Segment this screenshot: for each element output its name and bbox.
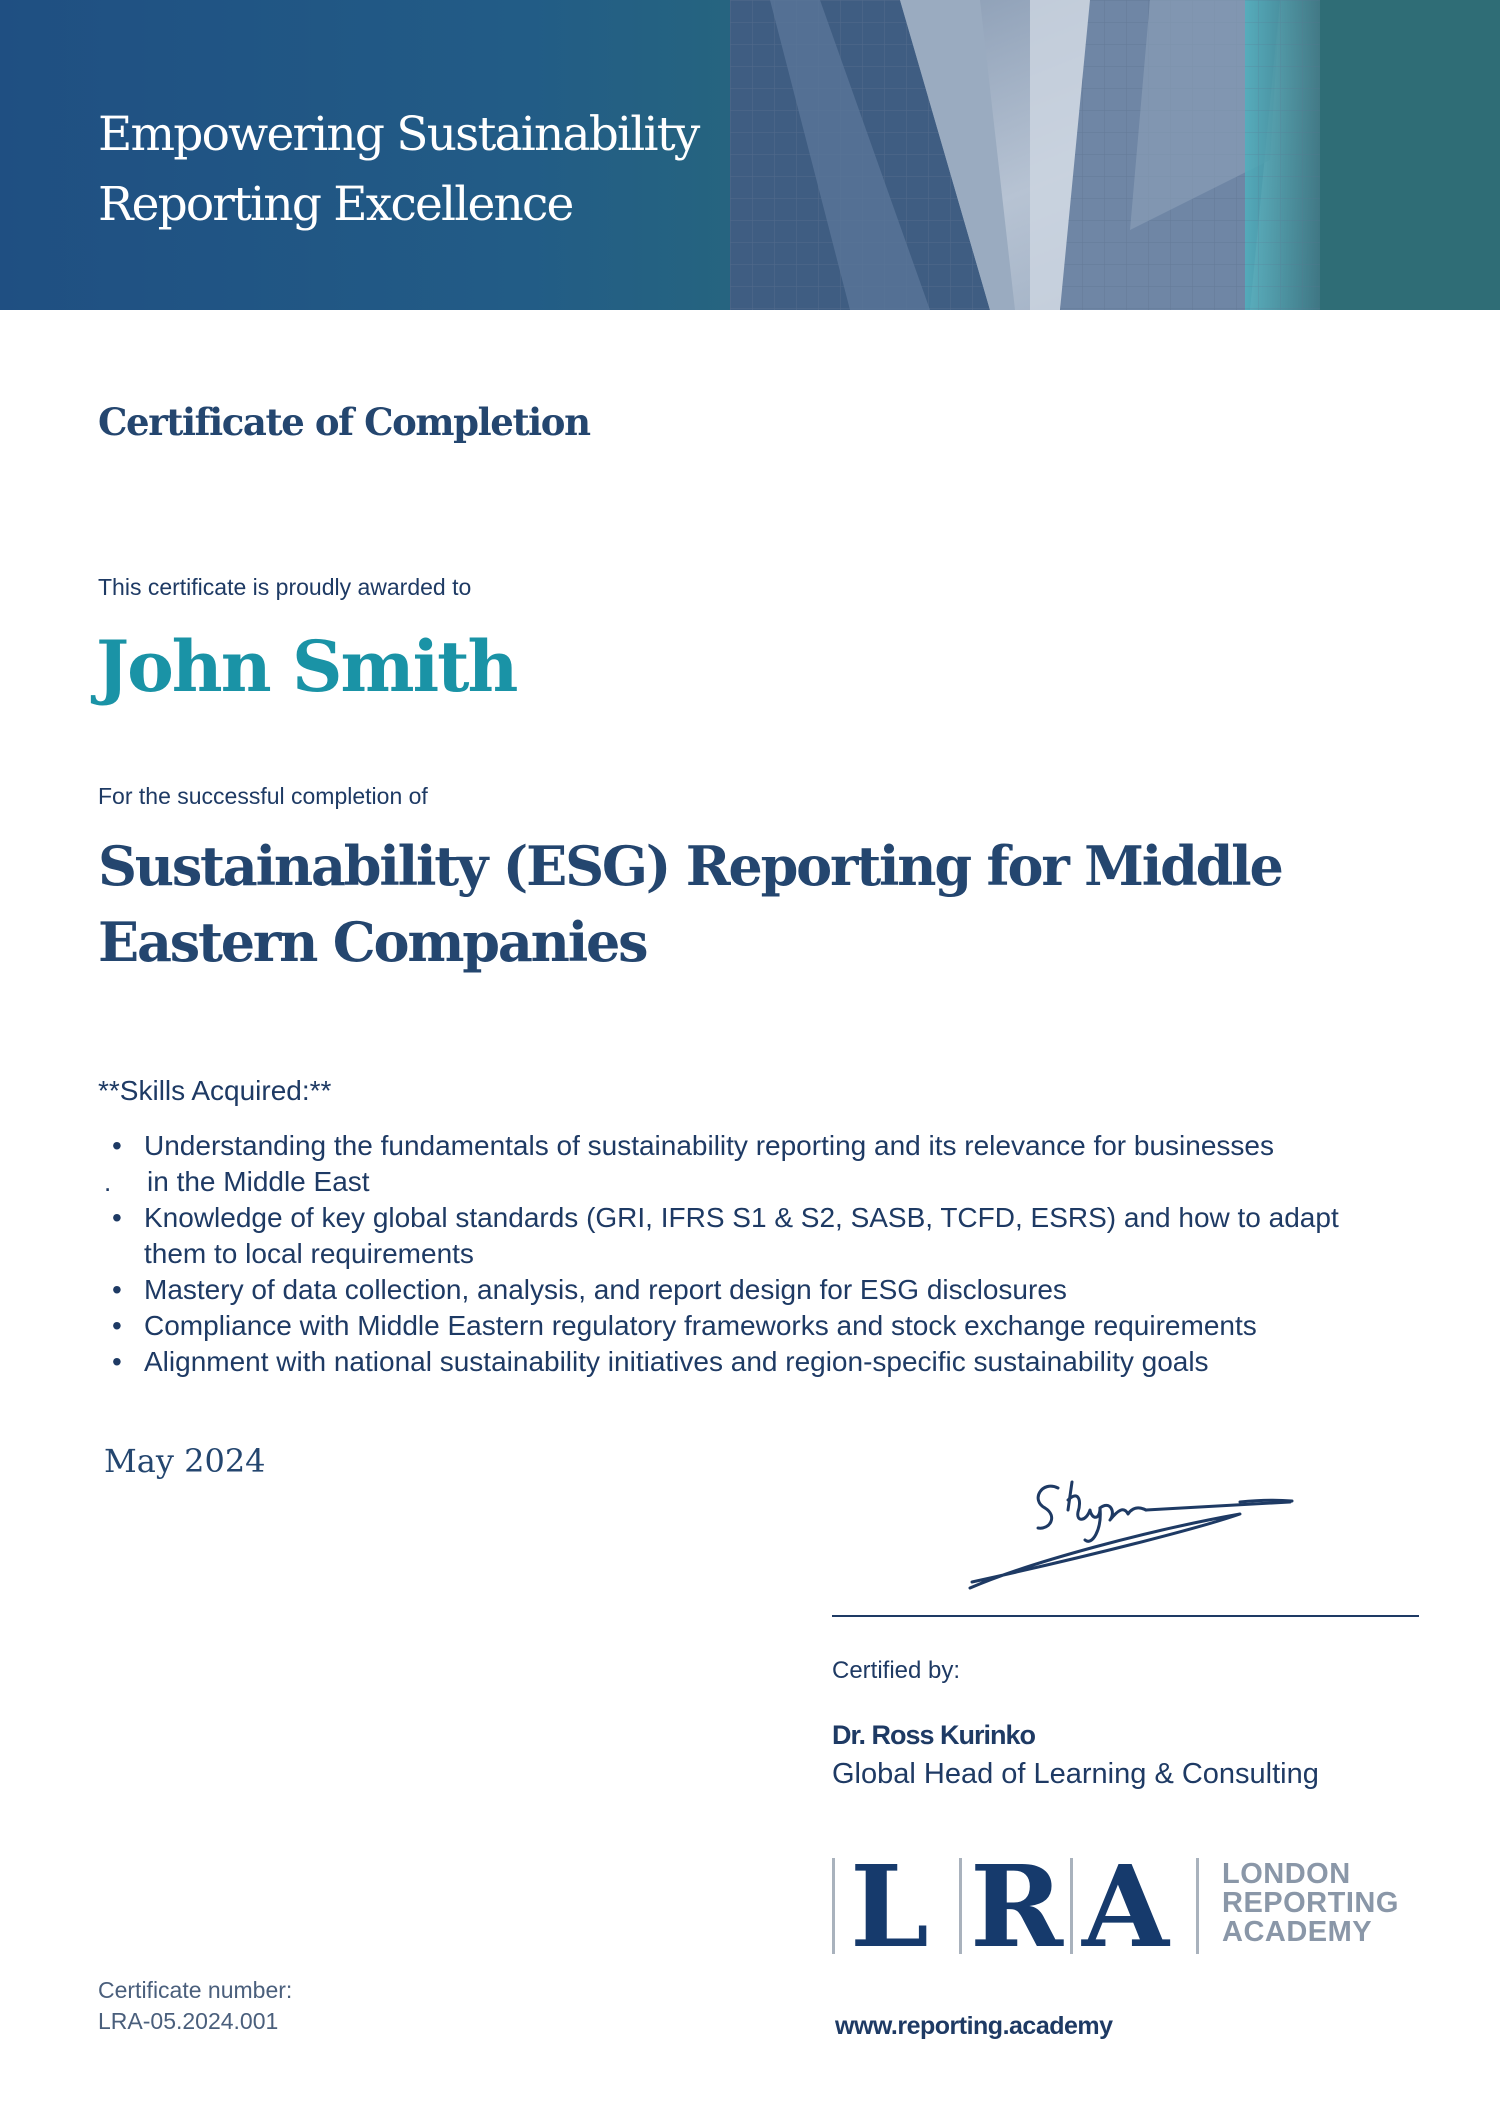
signature-line [832,1615,1419,1617]
skills-list [98,1128,1348,1380]
header-banner [0,0,1500,310]
bullet-icon: • [112,1130,122,1161]
certificate-number: LRA-05.2024.001 [98,2008,279,2034]
skill-text: Compliance with Middle Eastern regulatory frameworks and stock exchange requirements [144,1310,1257,1341]
skill-text: Knowledge of key global standards (GRI, IFRS S1 & S2, SASB, TCFD, ESRS) and how to adapt [144,1202,1339,1233]
awarded-to-label: This certificate is proudly awarded to [98,574,472,600]
completion-label: For the successful completion of [98,783,428,809]
skill-text: Alignment with national sustainability initiatives and region-specific sustainability goals [144,1346,1209,1377]
logo-letter-l: L [850,1842,929,1973]
list-item [98,1344,1348,1380]
logo-divider [959,1858,962,1954]
logo-wordmark: LONDON REPORTING ACADEMY [1222,1858,1399,1948]
certificate-title: Certificate of Completion [98,400,590,444]
recipient-name: John Smith [96,625,517,708]
certificate-number-label: Certificate number: [98,1977,293,2003]
course-title: Sustainability (ESG) Reporting for Middle Eastern Companies [98,834,1282,974]
bullet-icon: • [112,1274,122,1305]
lra-logo [832,1842,1452,1973]
skyscraper-photo [730,0,1500,310]
bullet-icon: • [112,1346,122,1377]
skill-text: Mastery of data collection, analysis, and report design for ESG disclosures [144,1274,1067,1305]
signer-name: Dr. Ross Kurinko [832,1720,1036,1750]
skill-text: Understanding the fundamentals of sustainability reporting and its relevance for businesses [144,1130,1274,1161]
skill-text-cont: in the Middle East [147,1166,370,1197]
completion-date: May 2024 [104,1442,266,1480]
logo-letter-r: R [970,1842,1064,1973]
logo-divider [1196,1858,1199,1954]
signature-image [950,1470,1310,1600]
skills-heading: **Skills Acquired:** [98,1075,332,1106]
skill-text-cont: them to local requirements [144,1238,474,1269]
banner-title: Empowering Sustainability Reporting Excellence [98,107,699,232]
website-link[interactable]: www.reporting.academy [835,2012,1113,2040]
list-item [98,1308,1348,1344]
list-item [98,1200,1348,1272]
stray-dot: . [104,1167,112,1197]
bullet-icon: • [112,1202,122,1233]
certified-by-label: Certified by: [832,1657,961,1684]
logo-divider [832,1858,835,1954]
logo-divider [1070,1858,1073,1954]
bullet-icon: • [112,1310,122,1341]
logo-letter-a: A [1082,1842,1169,1973]
signer-role: Global Head of Learning & Consulting [832,1758,1319,1790]
list-item [98,1128,1348,1200]
list-item [98,1272,1348,1308]
